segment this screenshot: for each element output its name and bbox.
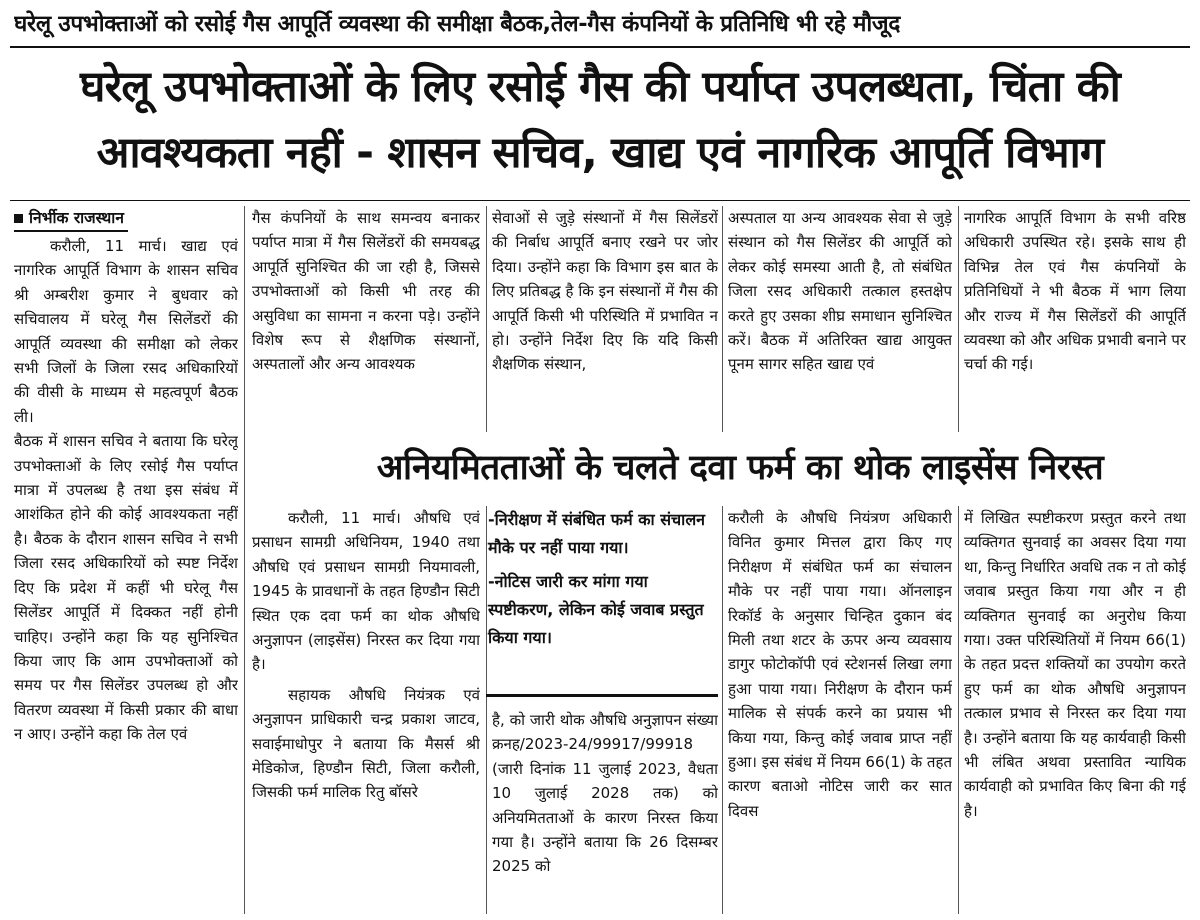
story1-paragraph: अस्पताल या अन्य आवश्यक सेवा से जुड़े संस्थान को गैस सिलेंडर की आपूर्ति को लेकर कोई समस्या आती है, तो संबंधित जिला रसद अधिकारी तत्काल हस्तक्षेप करते हुए उसका शीघ्र समाधान सुनिश्चित करें। बैठक में अतिरिक्त खाद्य आयुक्त पूनम सागर सहित खाद्य एवं (728, 209, 952, 374)
story2-paragraph: सहायक औषधि नियंत्रक एवं अनुज्ञापन प्राधिकारी चन्द्र प्रकाश जाटव, सवाईमाधोपुर ने बताया कि मैसर्स श्री मेडिकोज, हिण्डौन सिटी, जिला करौली, जिसकी फर्म मालिक रितु बॉसरे (252, 685, 480, 802)
byline (14, 206, 128, 232)
callout-rule (486, 694, 718, 697)
callout-point: -निरीक्षण में संबंधित फर्म का संचालन मौके पर नहीं पाया गया। (488, 510, 706, 557)
story2-paragraph: में लिखित स्पष्टीकरण प्रस्तुत करने तथा व्यक्तिगत सुनवाई का अवसर दिया गया था, किन्तु निर्धारित अवधि तक न तो कोई जवाब प्रस्तुत किया गया और न ही व्यक्तिगत सुनवाई का अनुरोध किया गया। उक्त परिस्थितियों में नियम 66(1) के तहत प्रदत्त शक्तियों का उपयोग करते हुए फर्म का थोक औषधि अनुज्ञापन तत्काल प्रभाव से निरस्त कर दिया गया है। उन्होंने बताया कि यह कार्यवाही किसी भी लंबित अथवा प्रस्तावित न्यायिक कार्यवाही को प्रभावित किए बिना की गई है। (964, 509, 1186, 820)
main-headline (10, 54, 1190, 186)
square-bullet-icon (14, 214, 23, 223)
story1-column-2 (252, 206, 480, 432)
story1-paragraph: करौली, 11 मार्च। खाद्य एवं नागरिक आपूर्ति विभाग के शासन सचिव श्री अम्बरीश कुमार ने बुधवार को सचिवालय में घरेलू गैस सिलेंडरों की आपूर्ति व्यवस्था की समीक्षा को लेकर सभी जिलों के जिला रसद अधिकारियों की वीसी के माध्यम से महत्वपूर्ण बैठक ली। (14, 237, 238, 426)
story1-column-1 (14, 206, 238, 918)
story2-callout (488, 506, 716, 658)
story1-column-4 (728, 206, 952, 432)
story2-headline: अनियमितताओं के चलते दवा फर्म का थोक लाइसेंस निरस्त (376, 448, 1104, 488)
byline-text: निर्भीक राजस्थान (29, 209, 124, 227)
column-divider (722, 206, 723, 432)
story2-column-1 (252, 506, 480, 918)
column-divider (958, 206, 959, 432)
story2-column-2 (492, 708, 718, 918)
main-headline-line-1: घरेलू उपभोक्ताओं के लिए रसोई गैस की पर्याप्त उपलब्धता, चिंता की (79, 62, 1121, 112)
column-divider (722, 506, 723, 914)
story1-paragraph: बैठक में शासन सचिव ने बताया कि घरेलू उपभोक्ताओं के लिए रसोई गैस पर्याप्त मात्रा में उपलब्ध है तथा इस संबंध में आशंकित होने की कोई आवश्यकता नहीं है। बैठक के दौरान शासन सचिव ने सभी जिला रसद अधिकारियों को स्पष्ट निर्देश दिए कि प्रदेश में कहीं भी घरेलू गैस सिलेंडर आपूर्ति में दिक्कत नहीं होनी चाहिए। उन्होंने कहा कि यह सुनिश्चित किया जाए कि आम उपभोक्ताओं को समय पर गैस सिलेंडर उपलब्ध हो और वितरण व्यवस्था में किसी प्रकार की बाधा न आए। उन्होंने कहा कि तेल एवं (14, 432, 238, 744)
story2-column-3 (728, 506, 952, 918)
kicker-headline: घरेलू उपभोक्ताओं को रसोई गैस आपूर्ति व्यवस्था की समीक्षा बैठक,तेल-गैस कंपनियों के प्रतिनिधि भी रहे मौजूद (14, 11, 900, 37)
column-divider (958, 506, 959, 914)
story2-column-4 (964, 506, 1186, 918)
column-divider (486, 506, 487, 914)
headline-rule (10, 200, 1190, 201)
story1-paragraph: नागरिक आपूर्ति विभाग के सभी वरिष्ठ अधिकारी उपस्थित रहे। इसके साथ ही विभिन्न तेल एवं गैस कंपनियों के प्रतिनिधियों ने भी बैठक में भाग लिया और राज्य में गैस सिलेंडरों की आपूर्ति व्यवस्था को और अधिक प्रभावी बनाने पर चर्चा की गई। (964, 209, 1186, 374)
story2-paragraph: करौली के औषधि नियंत्रण अधिकारी विनित कुमार मित्तल द्वारा किए गए निरीक्षण में संबंधित फर्म का संचालन मौके पर नहीं पाया गया। ऑनलाइन रिकॉर्ड के अनुसार चिन्हित दुकान बंद मिली तथा शटर के ऊपर अन्य व्यवसाय डागुर फोटोकॉपी एवं स्टेशनर्स लिखा लगा हुआ पाया गया। निरीक्षण के दौरान फर्म मालिक से संपर्क करने का प्रयास भी किया गया, किन्तु कोई जवाब प्राप्त नहीं हुआ। इस संबंध में नियम 66(1) के तहत कारण बताओ नोटिस जारी कर सात दिवस (728, 509, 952, 820)
story2-paragraph: है, को जारी थोक औषधि अनुज्ञापन संख्या क्रनह/2023-24/99917/99918 (जारी दिनांक 11 जुलाई 2023, वैधता 10 जुलाई 2028 तक) को अनियमितताओं के कारण निरस्त किया गया है। उन्होंने बताया कि 26 दिसम्बर 2025 को (492, 711, 718, 876)
story1-paragraph: गैस कंपनियों के साथ समन्वय बनाकर पर्याप्त मात्रा में गैस सिलेंडरों की समयबद्ध आपूर्ति सुनिश्चित की जा रही है, जिससे उपभोक्ताओं को किसी भी तरह की असुविधा का सामना न करना पड़े। उन्होंने विशेष रूप से शैक्षणिक संस्थानों, अस्पतालों और अन्य आवश्यक (252, 209, 480, 374)
story1-column-3 (492, 206, 718, 432)
column-divider (244, 206, 245, 914)
story2-paragraph: करौली, 11 मार्च। औषधि एवं प्रसाधन सामग्री अधिनियम, 1940 तथा औषधि एवं प्रसाधन सामग्री नियमावली, 1945 के प्रावधानों के तहत हिण्डौन सिटी स्थित एक दवा फर्म का थोक औषधि अनुज्ञापन (लाइसेंस) निरस्त कर दिया गया है। (252, 509, 480, 674)
main-headline-line-2: आवश्यकता नहीं - शासन सचिव, खाद्य एवं नागरिक आपूर्ति विभाग (96, 128, 1104, 178)
top-rule (10, 46, 1190, 48)
column-divider (486, 206, 487, 432)
story1-paragraph: सेवाओं से जुड़े संस्थानों में गैस सिलेंडरों की निर्बाध आपूर्ति बनाए रखने पर जोर दिया। उन्होंने कहा कि विभाग इस बात के लिए प्रतिबद्ध है कि इन संस्थानों में गैस की आपूर्ति किसी भी परिस्थिति में प्रभावित न हो। उन्होंने निर्देश दिए कि यदि किसी शैक्षणिक संस्थान, (492, 209, 718, 374)
story1-column-5 (964, 206, 1186, 432)
callout-point: -नोटिस जारी कर मांगा गया स्पष्टीकरण, लेकिन कोई जवाब प्रस्तुत किया गया। (488, 572, 704, 647)
